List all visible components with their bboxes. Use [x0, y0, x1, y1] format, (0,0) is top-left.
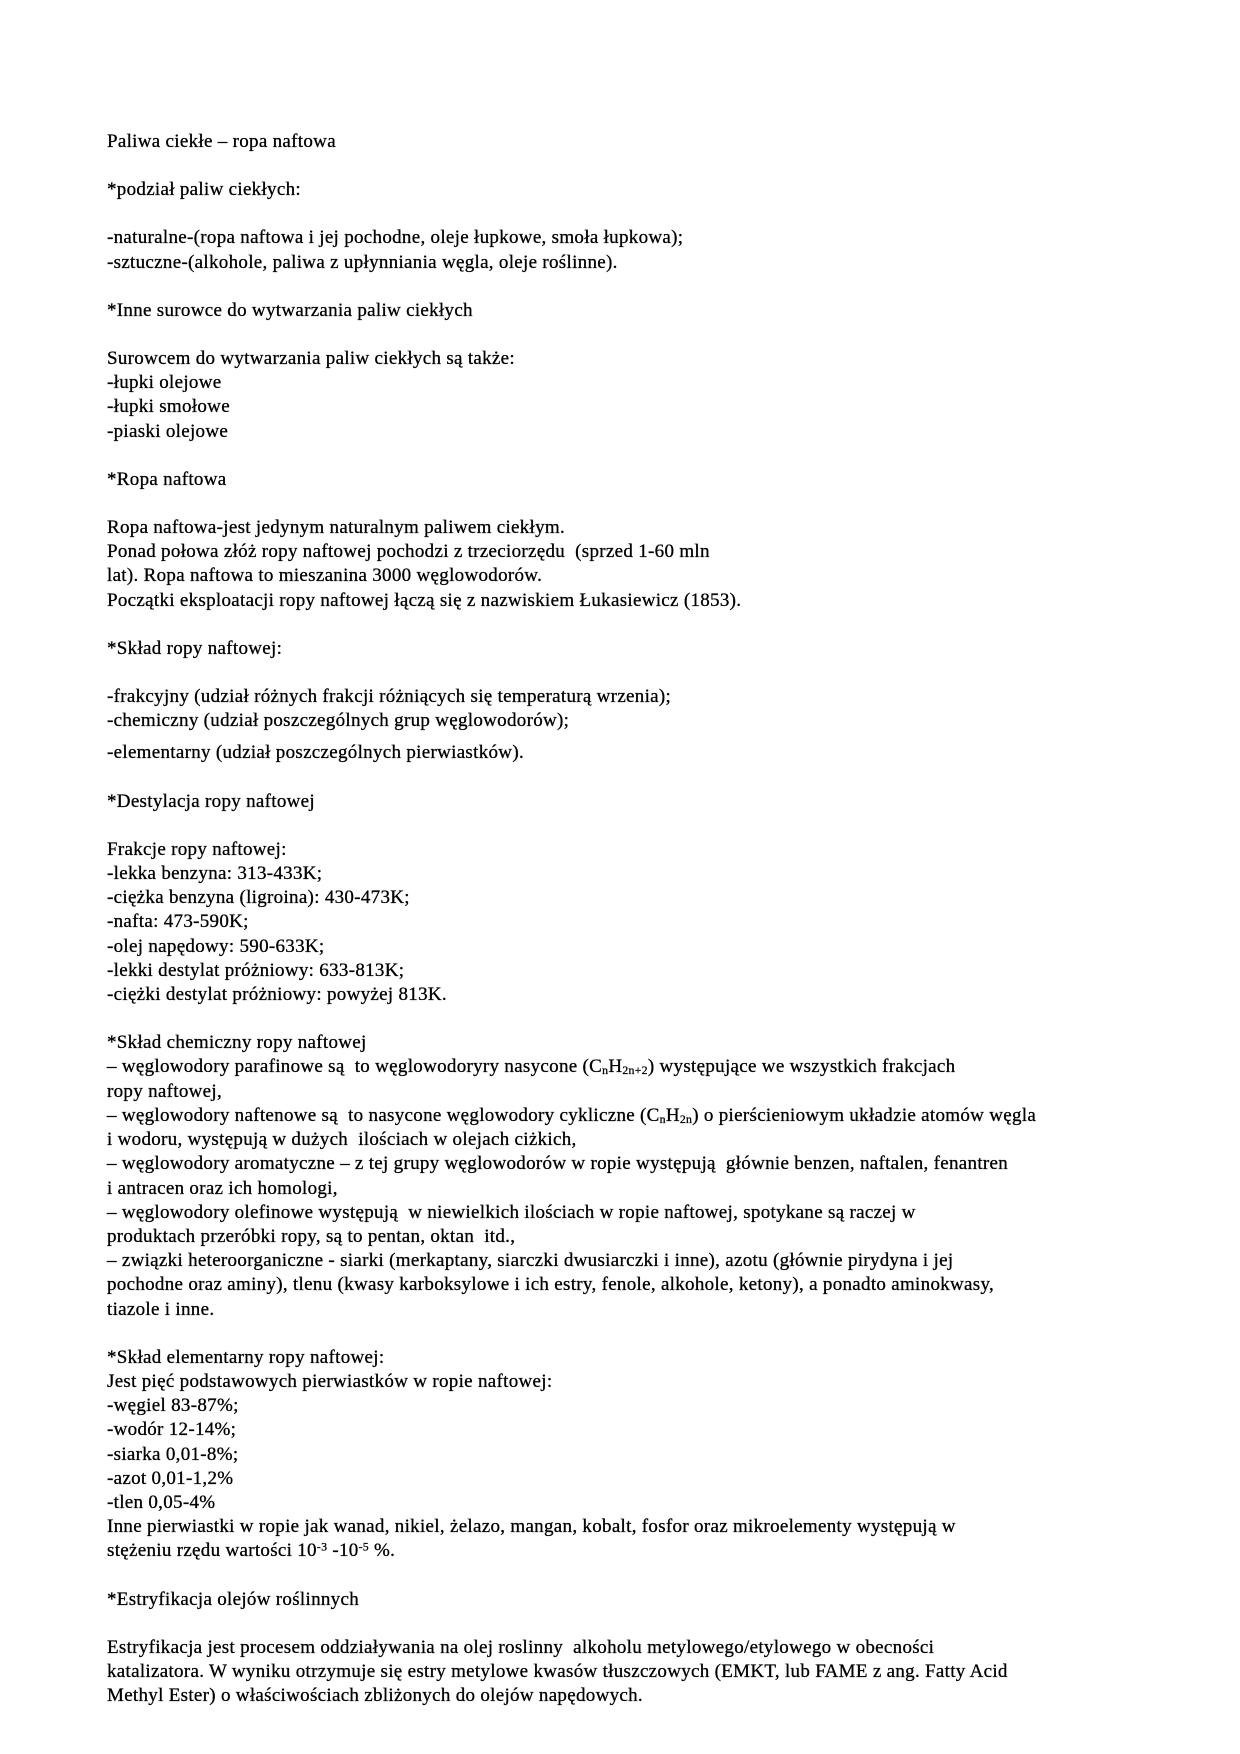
estryfikacja-text: [107, 1636, 1200, 1709]
text-line: – węglowodory olefinowe występują w niewielkich ilościach w ropie naftowej, spotykane są raczej w: [107, 1201, 916, 1223]
podzial-paliw-list: [107, 226, 1200, 274]
text-line: Estryfikacja jest procesem oddziaływania na olej roslinny alkoholu metylowego/etylowego w obecności: [107, 1636, 935, 1658]
text-line: -wodór 12-14%;: [107, 1419, 237, 1441]
text-line: *Destylacja ropy naftowej: [107, 790, 315, 812]
text-line: Surowcem do wytwarzania paliw ciekłych są także:: [107, 348, 515, 370]
text-line: -łupki olejowe: [107, 372, 222, 394]
heading-estryfikacja: [107, 1588, 1200, 1612]
inne-surowce-list: [107, 347, 1200, 444]
text-line: *Skład elementarny ropy naftowej:: [107, 1346, 385, 1368]
text-line: *Skład chemiczny ropy naftowej: [107, 1032, 367, 1054]
text-line: -nafta: 473-590K;: [107, 911, 249, 933]
text-line: -węgiel 83-87%;: [107, 1395, 239, 1417]
text-line: – związki heteroorganiczne - siarki (merkaptany, siarczki dwusiarczki i inne), azotu (głównie pirydyna i jej: [107, 1250, 954, 1272]
text-line: pochodne oraz aminy), tlenu (kwasy karboksylowe i ich estry, fenole, alkohole, ketony), a ponadto aminokwasy,: [107, 1274, 995, 1296]
text-line: -siarka 0,01-8%;: [107, 1443, 239, 1465]
sklad-chemiczny-text: [107, 1031, 1200, 1321]
heading-destylacja: [107, 790, 1200, 814]
text-line: *Estryfikacja olejów roślinnych: [107, 1588, 360, 1610]
text-line: -ciężki destylat próżniowy: powyżej 813K.: [107, 984, 447, 1006]
frakcje-list: [107, 838, 1200, 1007]
text-line: -elementarny (udział poszczególnych pierwiastków).: [107, 742, 525, 764]
text-line: -lekka benzyna: 313-433K;: [107, 863, 323, 885]
text-line: -lekki destylat próżniowy: 633-813K;: [107, 959, 405, 981]
text-line: *podział paliw ciekłych:: [107, 179, 301, 201]
text-line: -łupki smołowe: [107, 396, 230, 418]
text-line: *Skład ropy naftowej:: [107, 637, 283, 659]
sklad-elementarny-text: [107, 1346, 1200, 1564]
heading-inne-surowce: [107, 299, 1200, 323]
text-line: -sztuczne-(alkohole, paliwa z upłynniania węgla, oleje roślinne).: [107, 251, 618, 273]
text-line: *Ropa naftowa: [107, 468, 227, 490]
text-line: Paliwa ciekłe – ropa naftowa: [107, 131, 336, 152]
text-line: -naturalne-(ropa naftowa i jej pochodne, oleje łupkowe, smoła łupkowa);: [107, 227, 684, 249]
text-line: -ciężka benzyna (ligroina): 430-473K;: [107, 887, 410, 909]
sklad-ropy-list-1: [107, 685, 1200, 733]
document-content: [107, 130, 1200, 1708]
text-line: – węglowodory parafinowe są to węglowodoryry nasycone $(C_nH_{2n+2})$ występujące we wszystkich frakcjach: [107, 1056, 956, 1078]
heading-sklad-ropy: [107, 637, 1200, 661]
text-line: -piaski olejowe: [107, 420, 229, 442]
text-line: Ropa naftowa-jest jedynym naturalnym paliwem ciekłym.: [107, 517, 566, 539]
text-line: Inne pierwiastki w ropie jak wanad, nikiel, żelazo, mangan, kobalt, fosfor oraz mikroelementy występują w: [107, 1516, 956, 1538]
text-line: – węglowodory aromatyczne – z tej grupy węglowodorów w ropie występują głównie benzen, naftalen, fenantren: [107, 1153, 1009, 1175]
text-line: ropy naftowej,: [107, 1080, 222, 1102]
heading-ropa-naftowa: [107, 468, 1200, 492]
text-line: -azot 0,01-1,2%: [107, 1467, 234, 1489]
text-line: – węglowodory naftenowe są to nasycone węglowodory cykliczne $(C_nH_{2n})$ o pierścieniowym układzie atomów węgla: [107, 1104, 1037, 1126]
text-line: i antracen oraz ich homologi,: [107, 1177, 338, 1199]
text-line: *Inne surowce do wytwarzania paliw ciekłych: [107, 299, 473, 321]
text-line: -olej napędowy: 590-633K;: [107, 935, 325, 957]
text-line: Frakcje ropy naftowej:: [107, 838, 287, 860]
text-line: lat). Ropa naftowa to mieszanina 3000 węglowodorów.: [107, 565, 543, 587]
text-line: stężeniu rzędu wartości $10^{-3}$ $-10^{-5}$ %.: [107, 1540, 396, 1562]
heading-podzial-paliw: [107, 178, 1200, 202]
ropa-naftowa-text: [107, 516, 1200, 613]
text-line: katalizatora. W wyniku otrzymuje się estry metylowe kwasów tłuszczowych (EMKT, lub FAME z ang. Fatty Acid: [107, 1660, 1008, 1682]
text-line: -frakcyjny (udział różnych frakcji różniących się temperaturą wrzenia);: [107, 686, 672, 708]
text-line: Początki eksploatacji ropy naftowej łączą się z nazwiskiem Łukasiewicz (1853).: [107, 589, 742, 611]
text-line: produktach przeróbki ropy, są to pentan, oktan itd.,: [107, 1225, 516, 1247]
text-line: -chemiczny (udział poszczególnych grup węglowodorów);: [107, 710, 570, 732]
text-line: -tlen 0,05-4%: [107, 1491, 216, 1513]
text-line: tiazole i inne.: [107, 1298, 215, 1320]
doc-title: [107, 130, 1200, 154]
text-line: i wodoru, występują w dużych ilościach w olejach ciżkich,: [107, 1129, 577, 1151]
sklad-ropy-list-2: [107, 741, 1200, 765]
text-line: Ponad połowa złóż ropy naftowej pochodzi z trzeciorzędu (sprzed 1-60 mln: [107, 541, 710, 563]
text-line: Methyl Ester) o właściwościach zbliżonych do olejów napędowych.: [107, 1685, 643, 1707]
text-line: Jest pięć podstawowych pierwiastków w ropie naftowej:: [107, 1370, 553, 1392]
